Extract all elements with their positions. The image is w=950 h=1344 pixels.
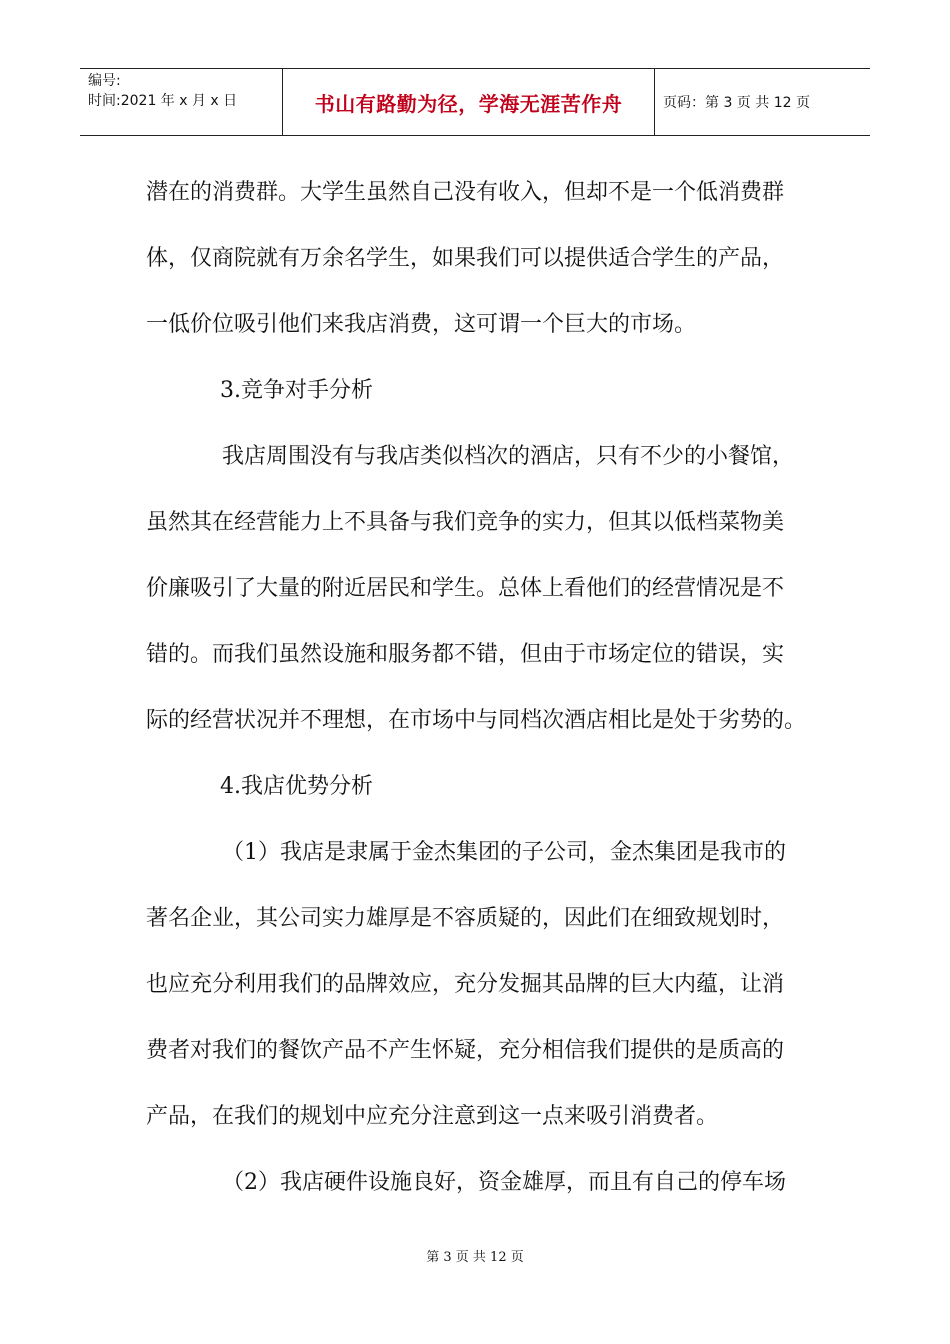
document-number-label: 编号: <box>88 73 121 89</box>
body-line: 费者对我们的餐饮产品不产生怀疑，充分相信我们提供的是质高的 <box>146 1038 785 1063</box>
body-line: 产品，在我们的规划中应充分注意到这一点来吸引消费者。 <box>146 1104 719 1129</box>
document-body <box>146 160 806 1216</box>
header-meta <box>80 69 283 135</box>
body-line: 我店周围没有与我店类似档次的酒店，只有不少的小餐馆， <box>222 444 795 469</box>
body-line: （2）我店硬件设施良好，资金雄厚，而且有自己的停车场 <box>222 1170 786 1195</box>
header-page-info: 页码：第 3 页 共 12 页 <box>663 95 810 111</box>
body-line: 价廉吸引了大量的附近居民和学生。总体上看他们的经营情况是不 <box>146 576 785 601</box>
body-line: 错的。而我们虽然设施和服务都不错，但由于市场定位的错误，实 <box>146 642 785 667</box>
body-line: 也应充分利用我们的品牌效应，充分发掘其品牌的巨大内蕴，让消 <box>146 972 785 997</box>
body-line: （1）我店是隶属于金杰集团的子公司，金杰集团是我市的 <box>222 840 786 865</box>
body-line: 潜在的消费群。大学生虽然自己没有收入，但却不是一个低消费群 <box>146 180 785 205</box>
page-header <box>80 68 870 136</box>
body-line: 著名企业，其公司实力雄厚是不容质疑的，因此们在细致规划时， <box>146 906 785 931</box>
section-heading-competitors: 3.竞争对手分析 <box>220 378 373 403</box>
body-line: 一低价位吸引他们来我店消费，这可谓一个巨大的市场。 <box>146 312 697 337</box>
body-line: 体，仅商院就有万余名学生，如果我们可以提供适合学生的产品， <box>146 246 785 271</box>
header-motto: 书山有路勤为径，学海无涯苦作舟 <box>283 69 655 135</box>
page-footer: 第 3 页 共 12 页 <box>426 1250 524 1265</box>
section-heading-advantages: 4.我店优势分析 <box>220 774 373 799</box>
body-line: 虽然其在经营能力上不具备与我们竞争的实力，但其以低档菜物美 <box>146 510 785 535</box>
body-line: 际的经营状况并不理想，在市场中与同档次酒店相比是处于劣势的。 <box>146 708 807 733</box>
document-time-label: 时间:2021 年 x 月 x 日 <box>88 93 238 109</box>
